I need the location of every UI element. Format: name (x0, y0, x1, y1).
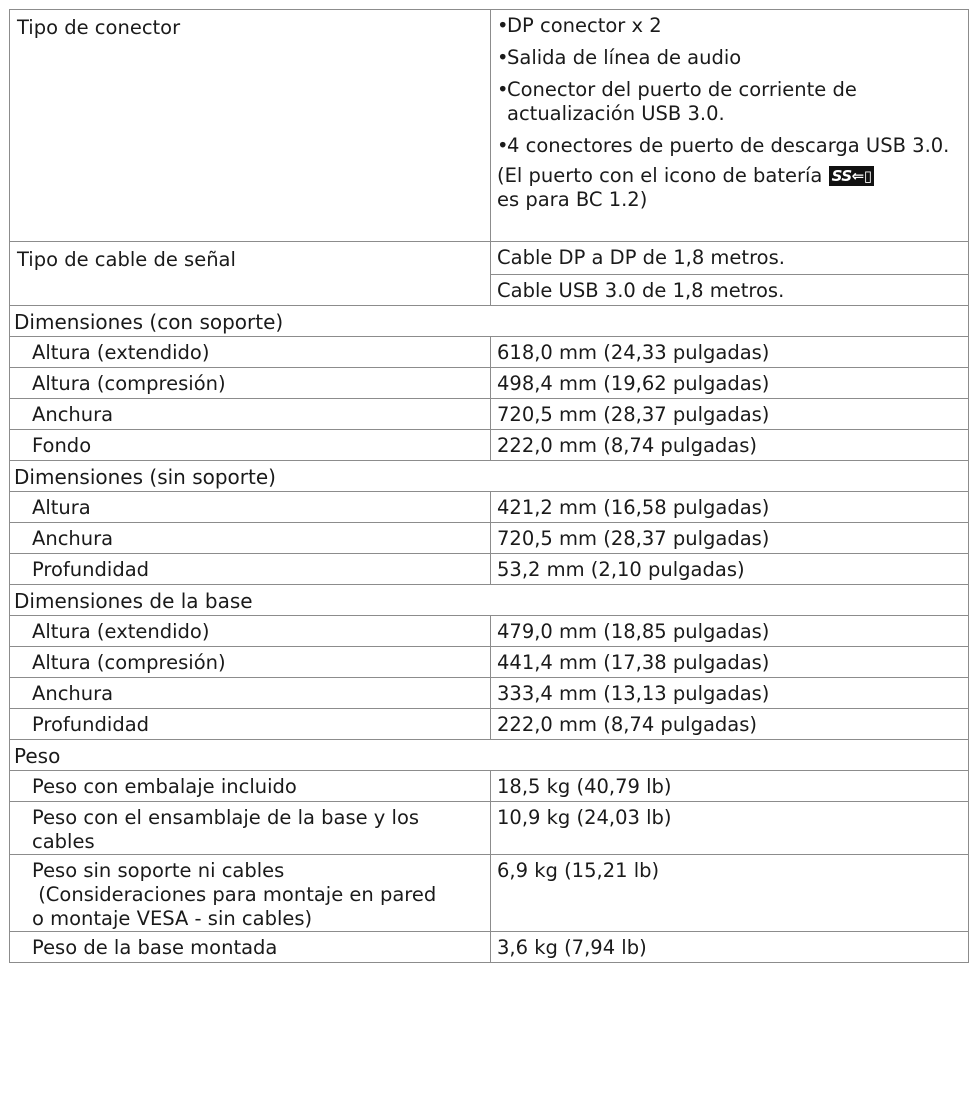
spec-value: 720,5 mm (28,37 pulgadas) (491, 523, 969, 554)
spec-label: Peso con embalaje incluido (10, 771, 491, 802)
section-title: Dimensiones (sin soporte) (10, 461, 969, 492)
spec-row (10, 647, 969, 678)
spec-label-line: Peso sin soporte ni cables (32, 859, 285, 882)
spec-label-line: o montaje VESA - sin cables) (32, 907, 313, 930)
specifications-table (9, 9, 969, 963)
battery-port-note: (El puerto con el icono de batería SS⇐▯ es para BC 1.2) (497, 164, 968, 212)
connector-type-label: Tipo de conector (10, 10, 491, 242)
spec-label-line: (Consideraciones para montaje en pared (32, 883, 437, 906)
spec-value: 10,9 kg (24,03 lb) (491, 802, 969, 855)
section-title: Peso (10, 740, 969, 771)
spec-label: Peso de la base montada (10, 932, 491, 963)
spec-value: 720,5 mm (28,37 pulgadas) (491, 399, 969, 430)
spec-value: 479,0 mm (18,85 pulgadas) (491, 616, 969, 647)
spec-value: 18,5 kg (40,79 lb) (491, 771, 969, 802)
spec-row (10, 709, 969, 740)
spec-value: 421,2 mm (16,58 pulgadas) (491, 492, 969, 523)
spec-row (10, 523, 969, 554)
connector-type-row (10, 10, 969, 242)
spec-row (10, 337, 969, 368)
cable-item: Cable USB 3.0 de 1,8 metros. (491, 274, 968, 305)
spec-label: Profundidad (10, 554, 491, 585)
section-header-row (10, 740, 969, 771)
spec-row (10, 802, 969, 855)
section-title: Dimensiones de la base (10, 585, 969, 616)
spec-label: Anchura (10, 523, 491, 554)
spec-row (10, 616, 969, 647)
connector-item: • 4 conectores de puerto de descarga USB 3.0. (497, 134, 950, 157)
spec-row (10, 678, 969, 709)
spec-value: 333,4 mm (13,13 pulgadas) (491, 678, 969, 709)
spec-label: Altura (extendido) (10, 616, 491, 647)
spec-value: 3,6 kg (7,94 lb) (491, 932, 969, 963)
signal-cable-label: Tipo de cable de señal (10, 242, 491, 306)
spec-row (10, 554, 969, 585)
spec-label: Altura (compresión) (10, 368, 491, 399)
spec-label: Altura (extendido) (10, 337, 491, 368)
spec-value: 222,0 mm (8,74 pulgadas) (491, 709, 969, 740)
spec-row (10, 430, 969, 461)
spec-label (10, 855, 491, 932)
connector-item: • Salida de línea de audio (497, 46, 742, 69)
spec-row (10, 932, 969, 963)
section-title: Dimensiones (con soporte) (10, 306, 969, 337)
connector-item: • DP conector x 2 (497, 14, 662, 37)
spec-value: 618,0 mm (24,33 pulgadas) (491, 337, 969, 368)
spec-label: Altura (10, 492, 491, 523)
usb-ss-battery-icon: SS⇐▯ (829, 166, 875, 186)
section-header-row (10, 306, 969, 337)
spec-value: 53,2 mm (2,10 pulgadas) (491, 554, 969, 585)
spec-value: 6,9 kg (15,21 lb) (491, 855, 969, 932)
cable-item: Cable DP a DP de 1,8 metros. (497, 246, 785, 269)
spec-value: 498,4 mm (19,62 pulgadas) (491, 368, 969, 399)
spec-label-line: cables (32, 830, 95, 853)
spec-label-line: Peso con el ensamblaje de la base y los (32, 806, 420, 829)
spec-row (10, 368, 969, 399)
connector-item: • Conector del puerto de corriente de actualización USB 3.0. (497, 78, 857, 125)
spec-label: Fondo (10, 430, 491, 461)
spec-label: Anchura (10, 399, 491, 430)
connector-type-value (491, 10, 969, 242)
spec-label: Altura (compresión) (10, 647, 491, 678)
spec-row (10, 855, 969, 932)
spec-label: Anchura (10, 678, 491, 709)
spec-row (10, 492, 969, 523)
spec-label: Profundidad (10, 709, 491, 740)
signal-cable-value (491, 242, 969, 306)
spec-row (10, 771, 969, 802)
signal-cable-row (10, 242, 969, 306)
spec-label (10, 802, 491, 855)
spec-value: 222,0 mm (8,74 pulgadas) (491, 430, 969, 461)
spec-row (10, 399, 969, 430)
spec-value: 441,4 mm (17,38 pulgadas) (491, 647, 969, 678)
section-header-row (10, 461, 969, 492)
section-header-row (10, 585, 969, 616)
